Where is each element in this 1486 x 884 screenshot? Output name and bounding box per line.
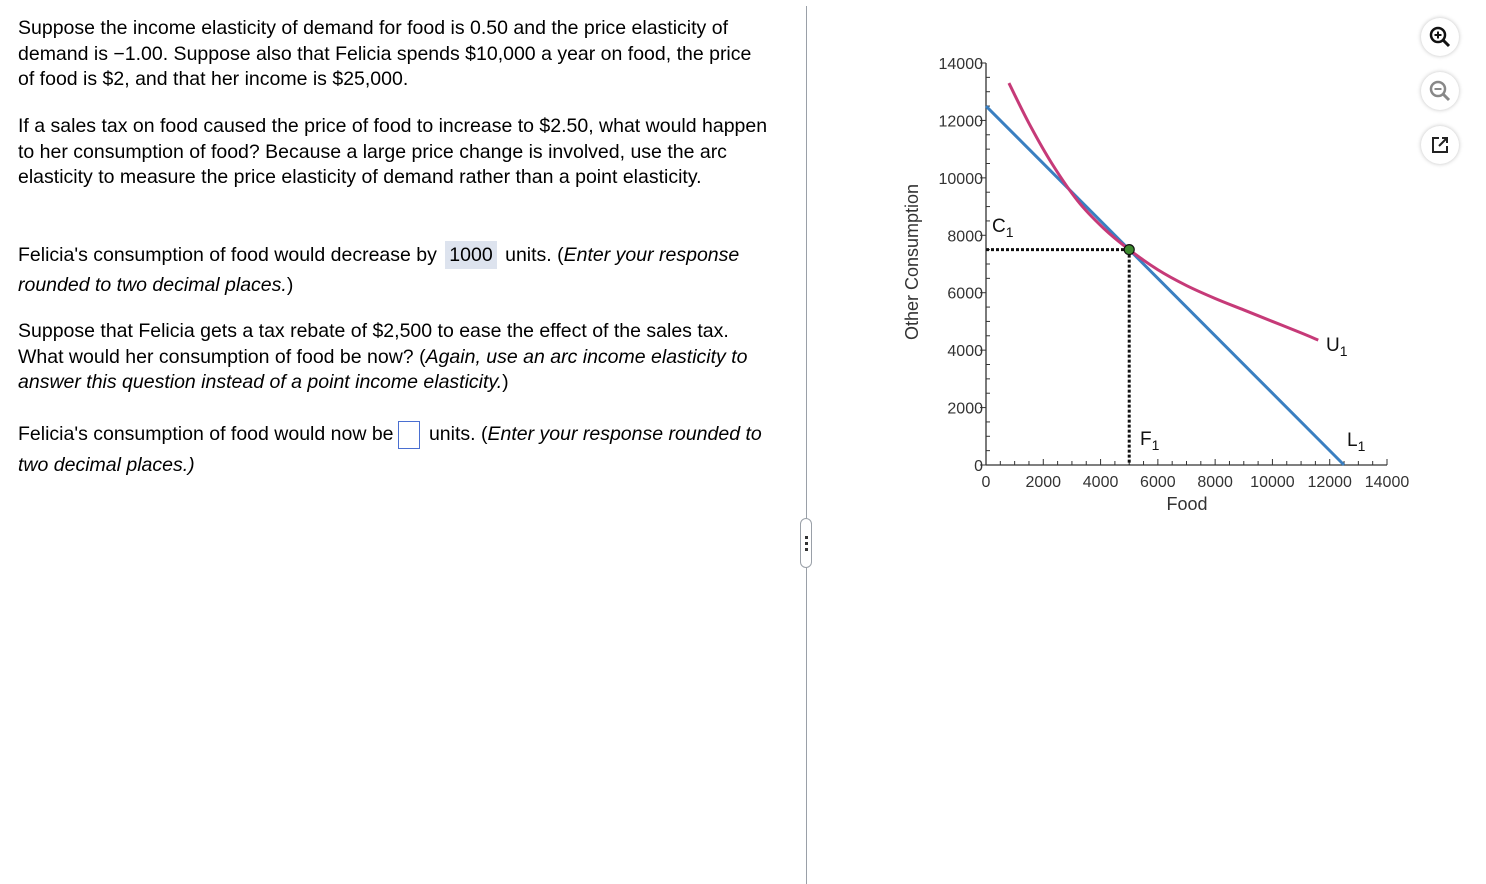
zoom-in-button[interactable]: [1421, 18, 1459, 56]
open-external-icon: [1430, 135, 1450, 155]
y-tick-label: 0: [974, 458, 983, 475]
question-part2: [18, 319, 768, 396]
answer-2-hint: Enter your response rounded to two decimal places.): [18, 423, 762, 476]
answer-1-suffix: units. (: [505, 244, 564, 266]
pane-divider: [806, 6, 807, 884]
equilibrium-point: [1124, 245, 1134, 255]
x-tick-label: 0: [981, 474, 991, 491]
x-tick-label: 12000: [1307, 474, 1352, 491]
y-tick-label: 8000: [947, 228, 983, 246]
pane-resize-handle[interactable]: [800, 518, 812, 568]
answer-1-close: ): [286, 274, 294, 296]
y-tick-label: 6000: [947, 285, 983, 303]
answer-2: [18, 419, 768, 481]
question-part2-close: ): [502, 371, 509, 393]
y-tick-label: 4000: [947, 343, 983, 361]
answer-1-prefix: Felicia's consumption of food would decrease by: [18, 244, 437, 266]
zoom-out-button[interactable]: [1421, 72, 1459, 110]
question-intro: Suppose the income elasticity of demand for food is 0.50 and the price elasticity of demand is −1.00. Suppose also that Felicia spends $10,000 a year on food, the price of food is $2, and that her income is $25,000.: [18, 17, 752, 90]
x-tick-label: 2000: [1025, 474, 1062, 491]
u1-label: $U_1$: [1326, 335, 1348, 359]
x-tick-label: 4000: [1082, 474, 1119, 491]
l1-label: $L_1$: [1347, 430, 1366, 454]
y-tick-label: 10000: [938, 170, 983, 188]
x-tick-label: 6000: [1140, 474, 1176, 491]
y-axis-label: Other Consumption: [902, 183, 922, 341]
x-tick-label: 14000: [1364, 474, 1410, 491]
question-part2-hint: Again, use an arc income elasticity to answer this question instead of a point income elasticity.: [18, 345, 748, 393]
question-part2-text: Suppose that Felicia gets a tax rebate of $2,500 to ease the effect of the sales tax. What would her consumption of food be now? (: [18, 320, 729, 368]
open-external-button[interactable]: [1421, 126, 1459, 164]
x-axis-label: Food: [1166, 494, 1208, 514]
y-tick-label: 2000: [947, 400, 983, 418]
answer-1-input[interactable]: 1000: [445, 241, 496, 269]
answer-1-hint: Enter your response rounded to two decimal places.: [18, 244, 740, 296]
zoom-out-icon: [1428, 79, 1452, 103]
answer-2-suffix: units. (: [428, 423, 488, 445]
u1-curve: [1009, 83, 1318, 340]
answer-1: [18, 240, 768, 300]
answer-2-prefix: Felicia's consumption of food would now be: [18, 423, 394, 445]
y-tick-label: 12000: [938, 113, 983, 131]
question-part1: If a sales tax on food caused the price of food to increase to $2.50, what would happen to her consumption of food? Because a large price change is involved, use the arc elasticity to measure the price elasticity of demand rather than a point elasticity.: [18, 115, 768, 188]
l1-curve: [986, 106, 1344, 465]
answer-2-input[interactable]: [398, 421, 420, 449]
c1-label: $C_1$: [992, 216, 1014, 240]
y-tick-label: 14000: [938, 56, 983, 73]
x-tick-label: 8000: [1197, 474, 1233, 491]
x-tick-label: 10000: [1250, 474, 1295, 491]
zoom-in-icon: [1428, 25, 1452, 49]
f1-label: $F_1$: [1140, 429, 1160, 453]
